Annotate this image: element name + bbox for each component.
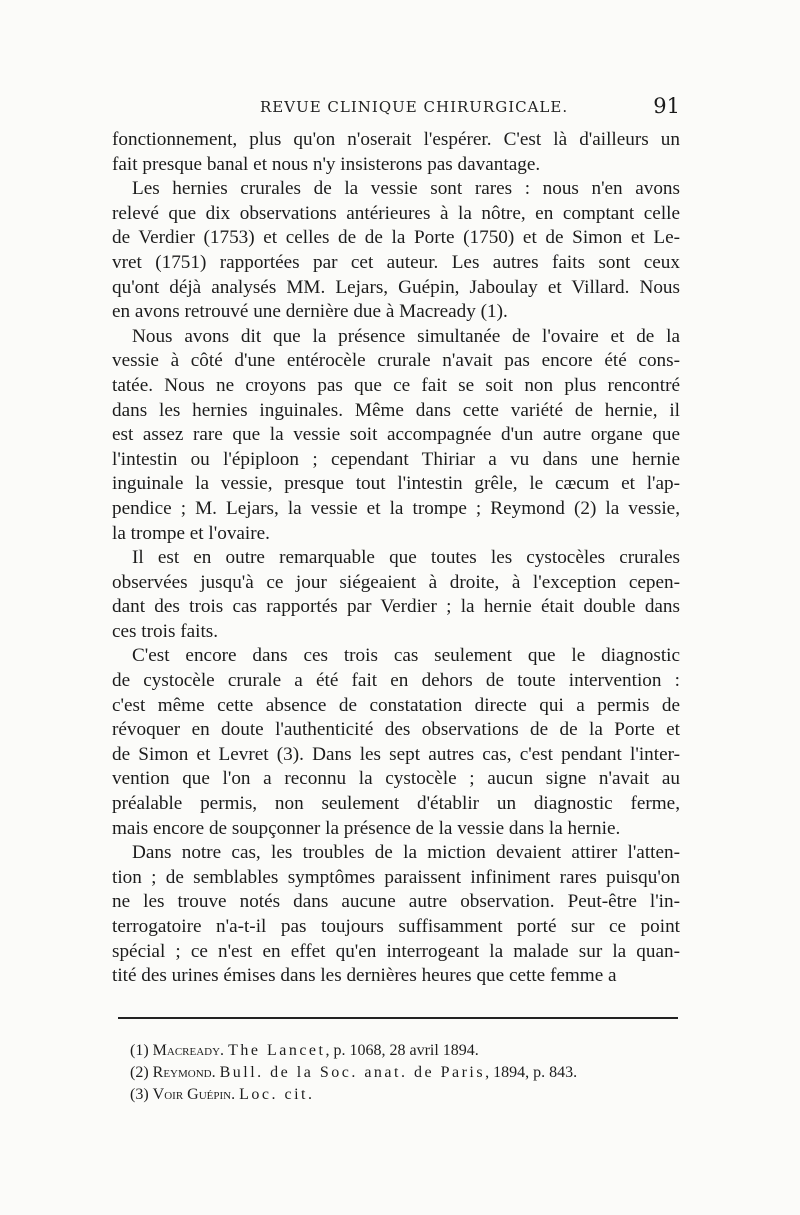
footnote-author: Macready.: [152, 1042, 225, 1059]
footnote-details: , 1894, p. 843.: [485, 1064, 578, 1081]
text-line: vention que l'on a reconnu la cystocèle ; aucun signe n'avait au: [112, 768, 680, 790]
text-line: spécial ; ce n'est en effet qu'en interrogeant la malade sur la quan-: [112, 940, 680, 962]
text-line: observées jusqu'à ce jour siégeaient à droite, à l'exception cepen-: [112, 571, 680, 593]
footnote-author: Reymond.: [152, 1064, 216, 1081]
text-line: préalable permis, non seulement d'établir un diagnostic ferme,: [112, 793, 680, 815]
footnote: [130, 1040, 670, 1062]
text-line: dant des trois cas rapportés par Verdier ; la hernie était double dans: [112, 596, 680, 618]
paragraph: [112, 325, 680, 546]
text-line: dans les hernies inguinales. Même dans cette variété de hernie, il: [112, 399, 680, 421]
footnote-source: Bull. de la Soc. anat. de Paris: [219, 1064, 486, 1081]
text-line: vret (1751) rapportées par cet auteur. Les autres faits sont ceux: [112, 251, 680, 273]
footnotes: [130, 1040, 670, 1106]
text-line: révoquer en doute l'authenticité des observations de de la Porte et: [112, 719, 680, 741]
text-line: ces trois faits.: [112, 620, 219, 642]
text-line: C'est encore dans ces trois cas seulement que le diagnostic: [132, 645, 680, 667]
footnote-source: Loc. cit.: [239, 1086, 315, 1103]
footnote-details: , p. 1068, 28 avril 1894.: [325, 1042, 479, 1059]
text-line: fonctionnement, plus qu'on n'oserait l'espérer. C'est là d'ailleurs un: [112, 129, 680, 150]
text-line: qu'ont déjà analysés MM. Lejars, Guépin, Jaboulay et Villard. Nous: [112, 276, 680, 298]
text-line: Nous avons dit que la présence simultanée de l'ovaire et de la: [132, 325, 680, 347]
paragraph: [112, 841, 680, 989]
text-line: la trompe et l'ovaire.: [112, 522, 270, 544]
text-line: de Verdier (1753) et celles de de la Porte (1750) et de Simon et Le-: [112, 227, 680, 249]
text-line: mais encore de soupçonner la présence de la vessie dans la hernie.: [112, 817, 621, 839]
text-line: de cystocèle crurale a été fait en dehors de toute intervention :: [112, 670, 680, 692]
footnote-marker: (2): [130, 1064, 149, 1081]
footnote: [130, 1062, 670, 1084]
text-line: Les hernies crurales de la vessie sont rares : nous n'en avons: [132, 178, 680, 200]
text-line: Il est en outre remarquable que toutes les cystocèles crurales: [132, 547, 680, 569]
footnote-author: Voir Guépin.: [152, 1086, 236, 1103]
text-line: tion ; de semblables symptômes paraissent infiniment rares puisqu'on: [112, 866, 680, 888]
text-line: c'est même cette absence de constatation directe qui a permis de: [112, 694, 680, 716]
footnote-source: The Lancet: [228, 1042, 326, 1059]
body-text: [112, 128, 680, 989]
text-line: l'intestin ou l'épiploon ; cependant Thiriar a vu dans une hernie: [112, 448, 680, 470]
text-line: vessie à côté d'une entérocèle crurale n'avait pas encore été cons-: [112, 350, 680, 372]
running-title: REVUE CLINIQUE CHIRURGICALE.: [260, 98, 569, 116]
text-line: de Simon et Levret (3). Dans les sept autres cas, c'est pendant l'inter-: [112, 743, 680, 765]
text-line: est assez rare que la vessie soit accompagnée d'un autre organe que: [112, 424, 680, 446]
paragraph: [112, 177, 680, 325]
text-line: Dans notre cas, les troubles de la miction devaient attirer l'atten-: [132, 842, 680, 864]
footnote: [130, 1084, 670, 1106]
footnote-marker: (3): [130, 1086, 149, 1103]
text-line: tatée. Nous ne croyons pas que ce fait se soit non plus rencontré: [112, 374, 680, 396]
text-line: tité des urines émises dans les dernières heures que cette femme a: [112, 965, 617, 987]
text-line: inguinale la vessie, presque tout l'intestin grêle, le cæcum et l'ap-: [112, 473, 680, 495]
paragraph: [112, 644, 680, 841]
paragraph: [112, 546, 680, 644]
footnote-marker: (1): [130, 1042, 149, 1059]
text-line: fait presque banal et nous n'y insisterons pas davantage.: [112, 153, 541, 175]
text-line: pendice ; M. Lejars, la vessie et la trompe ; Reymond (2) la vessie,: [112, 497, 680, 519]
text-line: terrogatoire n'a-t-il pas toujours suffisamment porté sur ce point: [112, 916, 680, 937]
text-line: relevé que dix observations antérieures à la nôtre, en comptant celle: [112, 202, 680, 224]
running-head: [110, 94, 680, 120]
footnote-rule: [118, 1017, 678, 1019]
paragraph: [112, 128, 680, 177]
text-line: ne les trouve notés dans aucune autre observation. Peut-être l'in-: [112, 891, 680, 913]
text-line: en avons retrouvé une dernière due à Macready (1).: [112, 301, 508, 323]
page-number: 91: [653, 94, 680, 118]
